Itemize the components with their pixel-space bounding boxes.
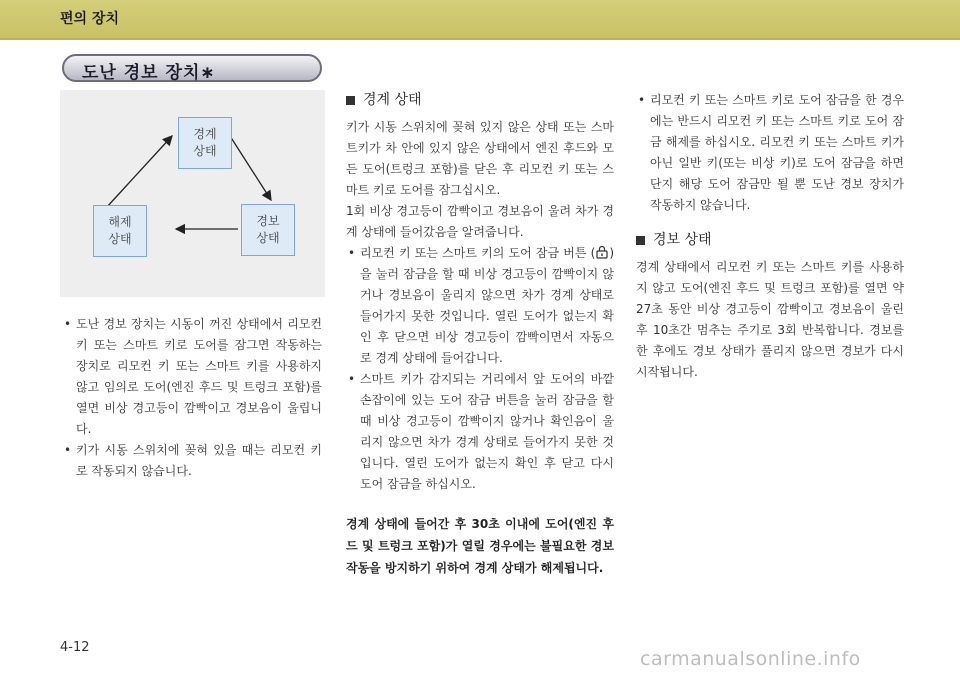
list-item	[62, 440, 322, 482]
lock-icon	[595, 245, 609, 259]
section-title: 도난 경보 장치∗	[82, 63, 216, 83]
section-banner	[62, 54, 322, 82]
right-column	[636, 90, 904, 383]
paragraph: 경계 상태에서 리모컨 키 또는 스마트 키를 사용하지 않고 도어(엔진 후드 및 트렁크 포함)를 열면 약 27초 동안 비상 경고등이 깜빡이고 경보음이 울린 후 10초간 멈추는 주기로 3회 반복합니다. 경보를 한 후에도 경보 상태가 풀리지 않으면 경보가 다시 시작됩니다.	[636, 260, 904, 379]
bold-note: 경계 상태에 들어간 후 30초 이내에 도어(엔진 후드 및 트렁크 포함)가 열릴 경우에는 불필요한 경보 작동을 방지하기 위하여 경계 상태가 해제됩니다.	[346, 517, 614, 575]
list-item-text: 리모컨 키 또는 스마트 키로 도어 잠금을 한 경우에는 반드시 리모컨 키 또는 스마트 키로 도어 잠금 해제를 하십시오. 리모컨 키 또는 스마트 키가 아닌 일반 키(또는 비상 키)로 도어 잠금을 하면 단지 해당 도어 잠금만 될 뿐 도난 경보 장치가 작동하지 않습니다.	[650, 93, 904, 212]
list-item	[636, 90, 904, 216]
left-column	[62, 314, 322, 482]
state-alarm-line1: 경보	[256, 214, 280, 228]
bullet-dot: •	[638, 93, 646, 107]
list-item-text-post: )을 눌러 잠금을 할 때 비상 경고등이 깜빡이지 않거나 경보음이 울리지 않으면 차가 경계 상태로 들어가지 못한 것입니다. 열린 도어가 없는지 확인 후 닫으면 비상 경고등이 깜빡이면서 자동으로 경계 상태에 들어갑니다.	[360, 246, 614, 365]
list-item	[62, 314, 322, 440]
heading-text: 경보 상태	[653, 232, 712, 248]
arrow-armed-to-alarm	[230, 136, 271, 200]
header-title: 편의 장치	[60, 11, 119, 27]
state-armed	[178, 117, 232, 169]
paragraph: 1회 비상 경고등이 깜빡이고 경보음이 울려 차가 경계 상태에 들어갔음을 알려줍니다.	[346, 204, 614, 239]
state-diagram	[60, 90, 325, 297]
bullet-dot: •	[348, 372, 356, 386]
paragraph: 키가 시동 스위치에 꽂혀 있지 않은 상태 또는 스마트키가 차 안에 있지 않은 상태에서 엔진 후드와 모든 도어(트렁크 포함)를 닫은 후 리모컨 키 또는 스마트 키로 도어를 잠그십시오.	[346, 120, 614, 197]
square-bullet-icon	[636, 236, 645, 245]
list-item-text: 도난 경보 장치는 시동이 꺼진 상태에서 리모컨 키 또는 스마트 키로 도어를 잠그면 작동하는 장치로 리모컨 키 또는 스마트 키를 사용하지 않고 임의로 도어(엔진 후드 및 트렁크 포함)를 열면 비상 경고등이 깜빡이고 경보음이 울립니다.	[76, 317, 322, 436]
state-alarm-line2: 상태	[256, 231, 280, 245]
header-divider	[0, 38, 960, 40]
state-disarmed-line2: 상태	[108, 232, 132, 246]
list-item	[346, 243, 614, 369]
list-item	[346, 369, 614, 495]
watermark: carmanualsonline.info	[640, 648, 861, 670]
square-bullet-icon	[346, 96, 355, 105]
state-alarm	[241, 204, 295, 256]
bullet-dot: •	[64, 317, 72, 331]
header-bar	[0, 0, 960, 38]
state-armed-line2: 상태	[193, 144, 217, 158]
state-disarmed	[93, 205, 147, 257]
state-disarmed-line1: 해제	[108, 215, 132, 229]
list-item-text-pre: 리모컨 키 또는 스마트 키의 도어 잠금 버튼 (	[360, 246, 596, 260]
arrow-release-to-armed	[106, 136, 172, 208]
page-number: 4-12	[60, 640, 90, 655]
bullet-dot: •	[64, 443, 72, 457]
section-heading-alarm	[636, 230, 904, 251]
bullet-dot: •	[348, 246, 356, 260]
list-item-text: 스마트 키가 감지되는 거리에서 앞 도어의 바깥 손잡이에 있는 도어 잠금 버튼을 눌러 잠금을 할 때 비상 경고등이 깜빡이지 않거나 확인음이 울리지 않으면 차가 경계 상태로 들어가지 못한 것입니다. 열린 도어가 없는지 확인 후 닫고 다시 도어 잠금을 하십시오.	[360, 372, 614, 491]
list-item-text: 키가 시동 스위치에 꽂혀 있을 때는 리모컨 키로 작동되지 않습니다.	[76, 443, 322, 478]
state-armed-line1: 경계	[193, 127, 217, 141]
middle-column	[346, 90, 614, 579]
heading-text: 경계 상태	[363, 92, 422, 108]
section-heading-armed	[346, 90, 614, 111]
